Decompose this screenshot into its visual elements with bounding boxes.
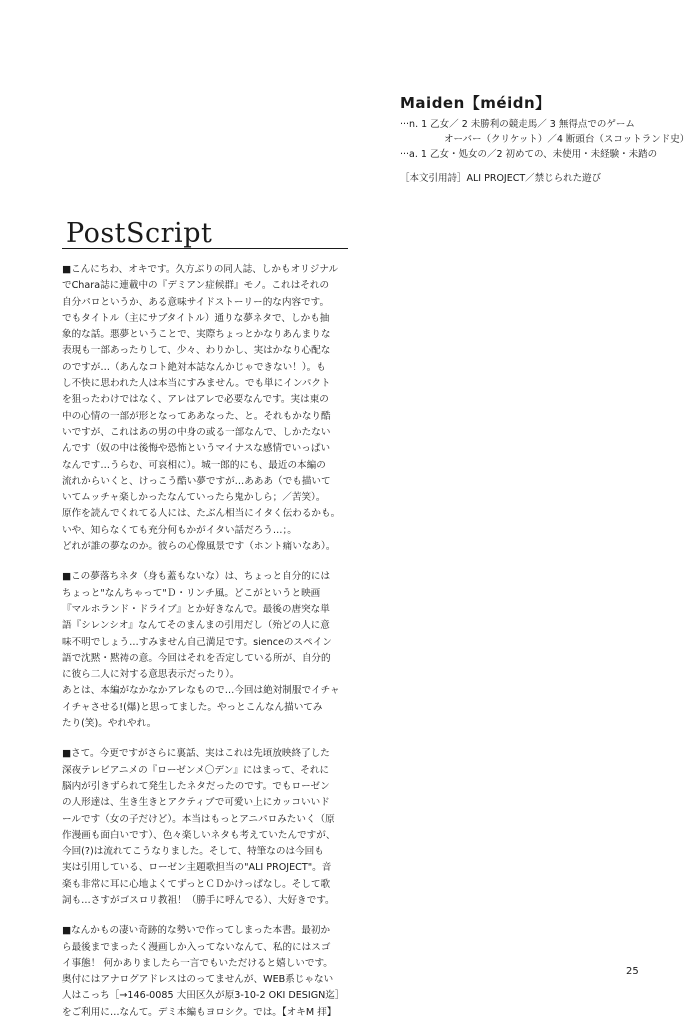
dictionary-citation: ［本文引用詩］ALI PROJECT／禁じられた遊び [400, 173, 602, 184]
dictionary-noun-definition: ···n. 1 乙女／ 2 未勝利の競走馬／ 3 無得点でのゲーム [400, 119, 635, 130]
dictionary-entry [400, 92, 690, 186]
postscript-title: PostScript [66, 218, 213, 249]
dictionary-noun-definition-continued: オーバー（クリケット）／4 断頭台（スコットランド史） [444, 134, 690, 145]
postscript-paragraph: ■さて。今更ですがさらに裏話、実はこれは先頃放映終了した 深夜テレビアニメの『ローゼンメ〇デン』にはまって、それに 脳内が引きずられて発生したネタだったのです。でもローゼン の人形達は、生き生きとアクティブで可愛い上にカッコいいド ールです（女の子だけど）。本当はもっとアニパロみたいく（原 作漫画も面白いです）、色々楽しいネタも考えていたんですが、 今回(?)は流れてこうなりました。そして、特筆なのは今回も 実は引用している、ローゼン主題歌担当の"ALI PROJECT"。音 楽も非常に耳に心地よくてずっとＣＤかけっぱなし。そして歌 詞も…さすがゴスロリ教祖！（勝手に呼んでる）、大好きです。 [62, 748, 336, 906]
postscript-title-underline [62, 248, 348, 249]
postscript-paragraph: ■なんかもの凄い奇跡的な勢いで作ってしまった本書。最初か ら最後までまったく漫画しか入ってないなんて、私的にはスゴ イ事態！ 何かありましたら一言でもいただけると嬉しいです。 奥付にはアナログアドレスはのってませんが、WEB系じゃない 人はこっち［→146-0085 大田区久が原3-10-2 OKI DESIGN迄］ をご利用に…なんて。デミ本編もヨロシク。では。【オキM 拝】 [62, 925, 345, 1018]
page-number: 25 [626, 966, 639, 977]
postscript-paragraph: ■この夢落ちネタ（身も蓋もないな）は、ちょっと自分的には ちょっと"なんちゃって"Ｄ・リンチ風。どこがというと映画 『マルホランド・ドライブ』とか好きなんで。最後の唐突な単 語『シレンシオ』なんてそのまんまの引用だし（殆どの人に意 味不明でしょう…すみません自己満足です。sienceのスペイン 語で沈黙・黙祷の意。今回はそれを否定している所が、自分的 に彼ら二人に対する意思表示だったり）。 あとは、本編がなかなかアレなもので…今回は絶対制服でイチャ イチャさせる!(爆)と思ってました。やっとこんなん描いてみ たり(笑)。やれやれ。 [62, 571, 340, 730]
dictionary-adjective-definition: ···a. 1 乙女・処女の／2 初めての、未使用・未経験・未踏の [400, 149, 658, 160]
dictionary-headword: Maiden【méidn】 [400, 94, 551, 112]
postscript-paragraph: ■こんにちわ、オキです。久方ぶりの同人誌、しかもオリジナル でChara誌に連載中の『デミアン症候群』モノ。これはそれの 自分パロというか、ある意味サイドストーリー的な内容です。 でもタイトル（主にサブタイトル）通りな夢ネタで、しかも抽 象的な話。悪夢ということで、実際ちょっとかなりあんまりな 表現も一部あったりして、少々、わりかし、実はかなり心配な のですが…（あんなコト絶対本誌なんかじゃできない！）。も し不快に思われた人は本当にすみません。でも単にインパクト を狙ったわけではなく、アレはアレで必要なんです。実は東の 中の心情の一部が形となってああなった、と。それもかなり酷 いですが、これはあの男の中身の或る一部なんで、しかたない んです（奴の中は後悔や恐怖というマイナスな感情でいっぱい なんです…うらむ、可哀相に）。城一郎的にも、最近の本編の 流れからいくと、けっこう酷い夢ですが…あああ（でも描いて いてムッチャ楽しかったなんていったら鬼かしら；／苦笑）。 原作を読んでくれてる人には、たぶん相当にイタく伝わるかも。 いや、知らなくても充分何もかがイタい話だろう…；。 どれが誰の夢なのか。彼らの心像風景です（ホント痛いなあ）。 [62, 264, 341, 553]
postscript-body [62, 262, 362, 1035]
